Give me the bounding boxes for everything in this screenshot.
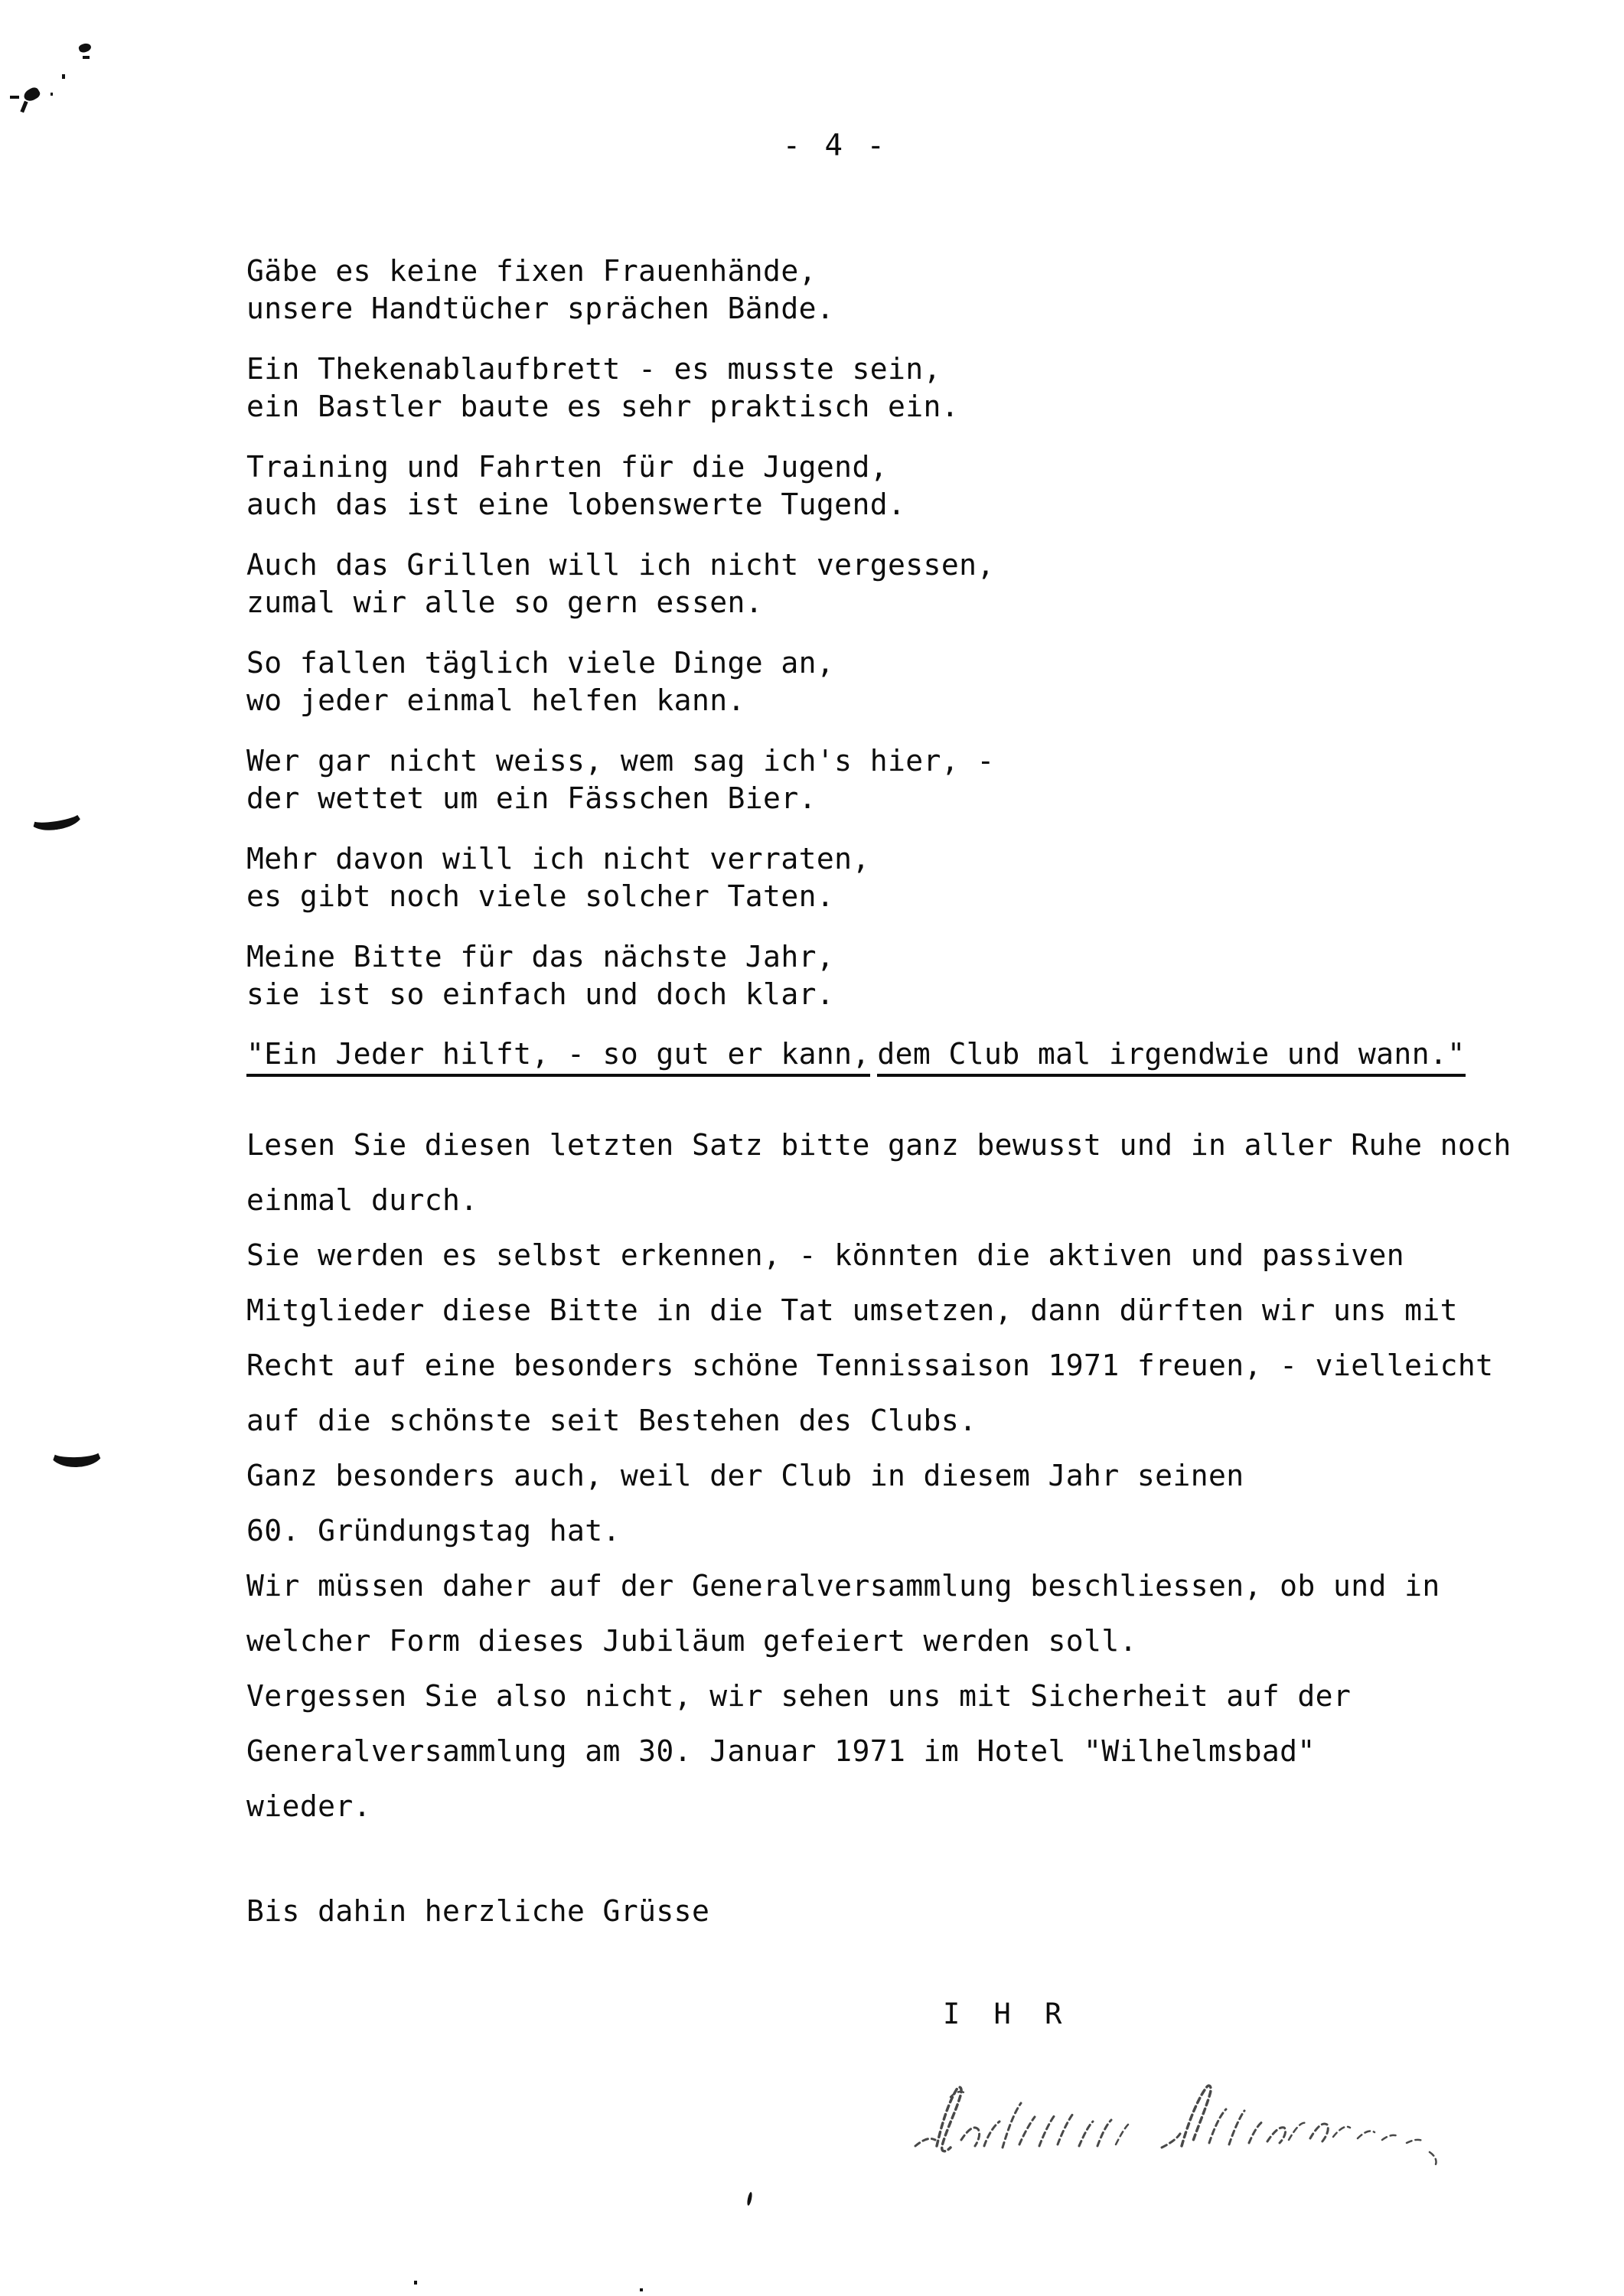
scan-artifact-speck	[640, 2288, 643, 2291]
closing-signature-label: I H R	[943, 1998, 1071, 2030]
scan-artifact-speck	[83, 56, 90, 59]
poem-stanza	[246, 351, 1563, 426]
poem-line: wo jeder einmal helfen kann.	[246, 683, 745, 717]
scan-artifact-speck	[51, 93, 53, 96]
poem-line: Meine Bitte für das nächste Jahr,	[246, 940, 835, 974]
prose-line: wieder.	[246, 1789, 371, 1823]
prose-line: Vergessen Sie also nicht, wir sehen uns mit Sicherheit auf der	[246, 1679, 1352, 1713]
poem-line: Auch das Grillen will ich nicht vergessen,	[246, 548, 995, 582]
poem-line: auch das ist eine lobenswerte Tugend.	[246, 488, 906, 521]
poem-line: Ein Thekenablaufbrett - es musste sein,	[246, 352, 941, 386]
prose-paragraph	[246, 1668, 1563, 1834]
poem-line: unsere Handtücher sprächen Bände.	[246, 292, 835, 325]
page-number: - 4 -	[782, 129, 888, 163]
poem-line: Gäbe es keine fixen Frauenhände,	[246, 254, 817, 288]
prose-paragraph	[246, 1448, 1563, 1558]
scan-artifact-speck	[746, 2192, 753, 2206]
scan-artifact-speck	[10, 96, 19, 99]
prose-paragraph	[246, 1117, 1563, 1228]
prose-line: auf die schönste seit Bestehen des Clubs.	[246, 1404, 977, 1437]
prose-line: Generalversammlung am 30. Januar 1971 im Hotel "Wilhelmsbad"	[246, 1734, 1316, 1768]
poem-line: sie ist so einfach und doch klar.	[246, 977, 835, 1011]
scan-artifact-speck	[62, 74, 65, 79]
prose-line: einmal durch.	[246, 1183, 478, 1217]
poem-line: Mehr davon will ich nicht verraten,	[246, 842, 870, 876]
closing-farewell: Bis dahin herzliche Grüsse	[246, 1894, 710, 1928]
poem-line: ein Bastler baute es sehr praktisch ein.	[246, 390, 960, 423]
poem-quote-stanza	[246, 1036, 1563, 1082]
poem-line: Training und Fahrten für die Jugend,	[246, 450, 889, 484]
poem-stanza	[246, 742, 1563, 817]
prose-line: Sie werden es selbst erkennen, - könnten die aktiven und passiven	[246, 1238, 1405, 1272]
poem-stanza	[246, 546, 1563, 621]
letter-body	[246, 253, 1563, 1834]
scan-artifact-speck	[20, 101, 28, 113]
poem-line: es gibt noch viele solcher Taten.	[246, 879, 835, 913]
prose-paragraph	[246, 1558, 1563, 1668]
prose-line: Recht auf eine besonders schöne Tennissaison 1971 freuen, - vielleicht	[246, 1349, 1494, 1382]
prose-line: Mitglieder diese Bitte in die Tat umsetzen, dann dürften wir uns mit	[246, 1293, 1458, 1327]
poem-stanza	[246, 448, 1563, 523]
poem-line: Wer gar nicht weiss, wem sag ich's hier, -	[246, 744, 995, 778]
prose-line: Lesen Sie diesen letzten Satz bitte ganz bewusst und in aller Ruhe noch	[246, 1128, 1511, 1162]
poem-stanza	[246, 938, 1563, 1013]
handwritten-signature	[905, 2066, 1456, 2181]
poem-stanza	[246, 644, 1563, 719]
poem-line: der wettet um ein Fässchen Bier.	[246, 781, 817, 815]
poem-stanza	[246, 840, 1563, 915]
poem-quote-line: "Ein Jeder hilft, - so gut er kann,	[246, 1036, 870, 1077]
prose-paragraph	[246, 1228, 1563, 1448]
scan-artifact-speck	[414, 2281, 417, 2285]
poem-stanza	[246, 253, 1563, 328]
poem-quote-line: dem Club mal irgendwie und wann."	[877, 1036, 1465, 1077]
prose-line: Wir müssen daher auf der Generalversammlung beschliessen, ob und in	[246, 1569, 1440, 1603]
prose-line: 60. Gründungstag hat.	[246, 1514, 621, 1548]
prose-line: welcher Form dieses Jubiläum gefeiert werden soll.	[246, 1624, 1137, 1658]
margin-ink-mark	[28, 801, 84, 834]
poem-line: So fallen täglich viele Dinge an,	[246, 646, 835, 680]
prose-line: Ganz besonders auch, weil der Club in diesem Jahr seinen	[246, 1459, 1244, 1492]
scan-artifact-speck	[78, 42, 93, 54]
margin-ink-mark	[49, 1437, 103, 1468]
poem-line: zumal wir alle so gern essen.	[246, 585, 764, 619]
